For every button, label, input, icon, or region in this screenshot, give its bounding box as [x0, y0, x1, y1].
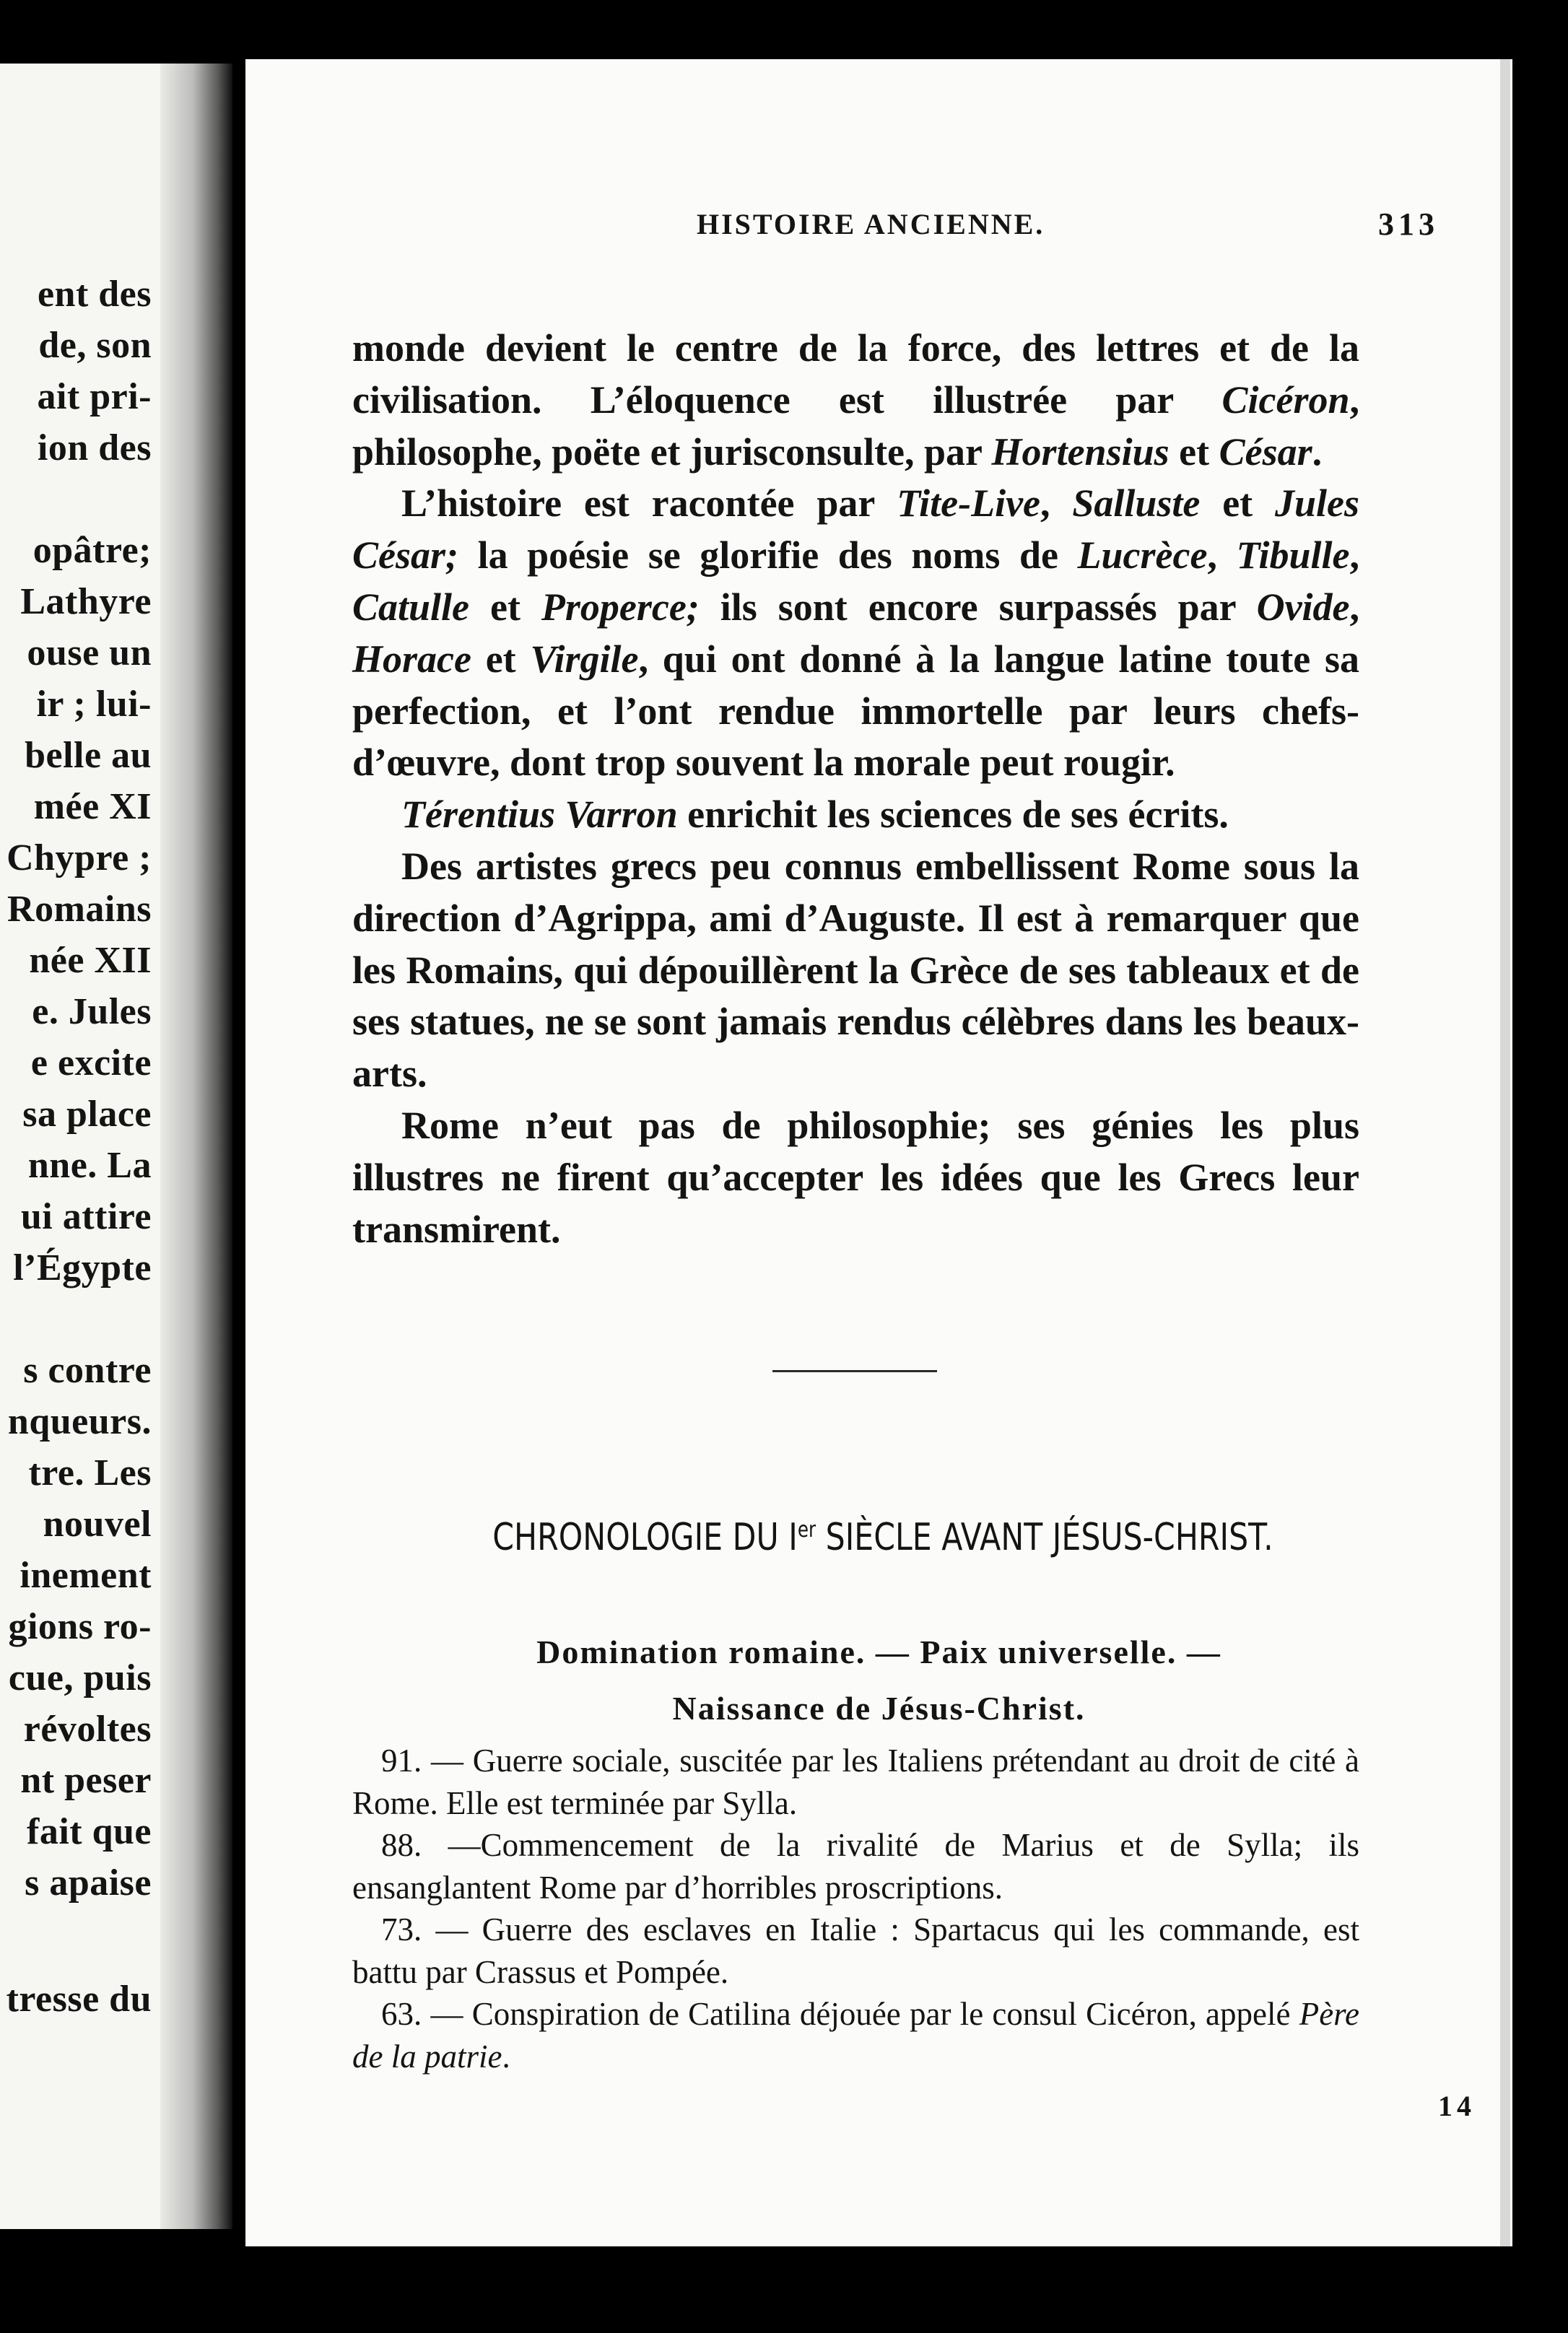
subtitle-line-1: Domination romaine. — Paix universelle. — — [536, 1634, 1221, 1670]
title-part: SIÈCLE AVANT JÉSUS-CHRIST. — [816, 1516, 1273, 1559]
italic-name: Térentius Varron — [401, 793, 678, 837]
left-page-line: s apaise — [25, 1862, 152, 1904]
left-page-line: Chypre ; — [6, 837, 152, 878]
italic-name: Hortensius — [991, 429, 1170, 474]
page-gutter-shadow — [160, 64, 232, 2229]
left-page-line: née XII — [29, 940, 152, 981]
text-run: et — [469, 585, 541, 629]
chronology-entries — [352, 1740, 1359, 2077]
left-page-line: ait pri- — [37, 376, 152, 417]
paragraph-3 — [352, 789, 1359, 841]
left-page-line: nne. La — [27, 1145, 152, 1186]
left-page-line: s contre — [23, 1350, 152, 1391]
text-run: , philosophe, poëte et jurisconsulte, par — [352, 378, 1359, 474]
paragraph-2 — [352, 478, 1359, 789]
italic-name: Tite-Live — [897, 481, 1041, 526]
entry-text: — Guerre des esclaves en Italie : Spartacus qui les commande, est battu par Crassus et Pompée. — [352, 1911, 1359, 1990]
chronology-entry — [352, 1909, 1359, 1993]
text-run: . — [1312, 429, 1323, 474]
chronology-entry — [352, 1993, 1359, 2077]
title-part: CHRONOLOGIE DU I — [492, 1516, 798, 1559]
italic-name: Salluste — [1072, 481, 1201, 526]
left-page-line: gions ro- — [8, 1606, 152, 1647]
italic-name: Cicéron — [1221, 378, 1350, 422]
text-run: , — [1349, 533, 1359, 577]
left-page-line: fait que — [27, 1811, 152, 1852]
text-run: et — [1169, 429, 1219, 474]
subtitle-line-2: Naissance de Jésus-Christ. — [672, 1690, 1086, 1727]
left-page-line: inement — [19, 1555, 152, 1596]
italic-name: Properce; — [541, 585, 700, 629]
page-number: 313 — [1378, 206, 1439, 242]
left-page-line: cue, puis — [8, 1657, 152, 1698]
paragraph-5: Rome n’eut pas de philosophie; ses génies les plus illustres ne firent qu’accepter les idées que les Grecs leur transmirent. — [352, 1103, 1359, 1251]
left-page-line: belle au — [25, 735, 152, 776]
entry-text: . — [502, 2038, 510, 2075]
left-page-line: l’Égypte — [13, 1247, 152, 1288]
running-header-title: HISTOIRE ANCIENNE. — [697, 208, 1045, 240]
italic-name: Jules César; — [352, 481, 1360, 577]
left-page-line: ent des — [37, 274, 152, 315]
entry-year: 63. — [381, 1996, 422, 2032]
left-page-line: nouvel — [43, 1504, 152, 1545]
section-divider — [772, 1370, 937, 1372]
left-page-line: nt peser — [20, 1760, 152, 1801]
left-page-line: ion des — [37, 427, 152, 468]
text-run: et — [1200, 481, 1275, 526]
italic-name: Tibulle — [1236, 533, 1350, 577]
chronology-subtitle — [245, 1624, 1512, 1737]
left-page-line: Romains — [7, 889, 152, 930]
left-page-line: ui attire — [20, 1196, 152, 1237]
italic-name: Lucrèce — [1077, 533, 1208, 577]
italic-name: Virgile — [530, 637, 639, 681]
text-run: et — [471, 637, 531, 681]
paragraph-1 — [352, 323, 1359, 478]
text-run: , — [1207, 533, 1237, 577]
main-page — [245, 59, 1512, 2246]
italic-name: Ovide — [1256, 585, 1350, 629]
left-page-line: révoltes — [23, 1709, 152, 1750]
text-run: enrichit les sciences de ses écrits. — [677, 793, 1229, 837]
entry-text: —Commencement de la rivalité de Marius et de Sylla; ils ensanglantent Rome par d’horribles proscriptions. — [352, 1827, 1359, 1906]
chronology-entry — [352, 1824, 1359, 1909]
signature-mark: 14 — [1438, 2090, 1476, 2122]
left-page-line: nqueurs. — [7, 1401, 152, 1442]
entry-italic: Père de la patrie — [352, 1996, 1359, 2075]
italic-name: Horace — [352, 637, 471, 681]
left-page-line: tresse du — [6, 1979, 152, 2020]
left-facing-page — [0, 64, 160, 2229]
left-page-line: mée XI — [33, 786, 152, 827]
text-run: la poésie se glorifie des noms de — [458, 533, 1078, 577]
paragraph-4: Des artistes grecs peu connus embellissent Rome sous la direction d’Agrippa, ami d’Auguste. Il est à remarquer que les Romains, qui dépouillèrent la Grèce de ses tableaux et de ses statues, ne se sont jamais rendus célèbres dans les beaux-arts. — [352, 844, 1359, 1096]
left-page-line: ouse un — [27, 632, 152, 673]
italic-name: Catulle — [352, 585, 470, 629]
text-run: , — [1349, 585, 1360, 629]
running-header — [245, 207, 1512, 250]
left-page-line: e. Jules — [32, 991, 152, 1032]
text-run: ils sont encore surpassés par — [699, 585, 1257, 629]
page-edge — [1500, 59, 1510, 2246]
text-run: monde devient le centre de la force, des lettres et de la civilisation. L’éloquence est illustrée par — [352, 326, 1359, 422]
left-page-line: e excite — [30, 1042, 152, 1083]
entry-year: 88. — [381, 1827, 422, 1863]
left-page-line: Lathyre — [20, 581, 152, 622]
text-run: , qui ont donné à la langue latine toute sa perfection, et l’ont rendue immortelle par leurs chefs-d’œuvre, dont trop souvent la morale peut rougir. — [352, 637, 1359, 785]
left-page-line: opâtre; — [32, 530, 152, 571]
entry-text: — Conspiration de Catilina déjouée par le consul Cicéron, appelé — [422, 1996, 1299, 2032]
body-text — [352, 323, 1359, 1255]
chronology-title — [363, 1516, 1402, 1559]
chronology-entry — [352, 1740, 1359, 1824]
left-page-line: sa place — [22, 1094, 152, 1135]
text-run: L’histoire est racontée par — [401, 481, 897, 526]
text-run: , — [1040, 481, 1073, 526]
left-page-line: tre. Les — [28, 1452, 152, 1493]
title-superscript: er — [797, 1517, 816, 1543]
italic-name: César — [1219, 429, 1312, 474]
entry-year: 91. — [381, 1743, 422, 1779]
entry-year: 73. — [381, 1911, 422, 1948]
entry-text: — Guerre sociale, suscitée par les Italiens prétendant au droit de cité à Rome. Elle est terminée par Sylla. — [352, 1743, 1359, 1821]
left-page-line: de, son — [38, 325, 152, 366]
left-page-line: ir ; lui- — [36, 684, 152, 725]
